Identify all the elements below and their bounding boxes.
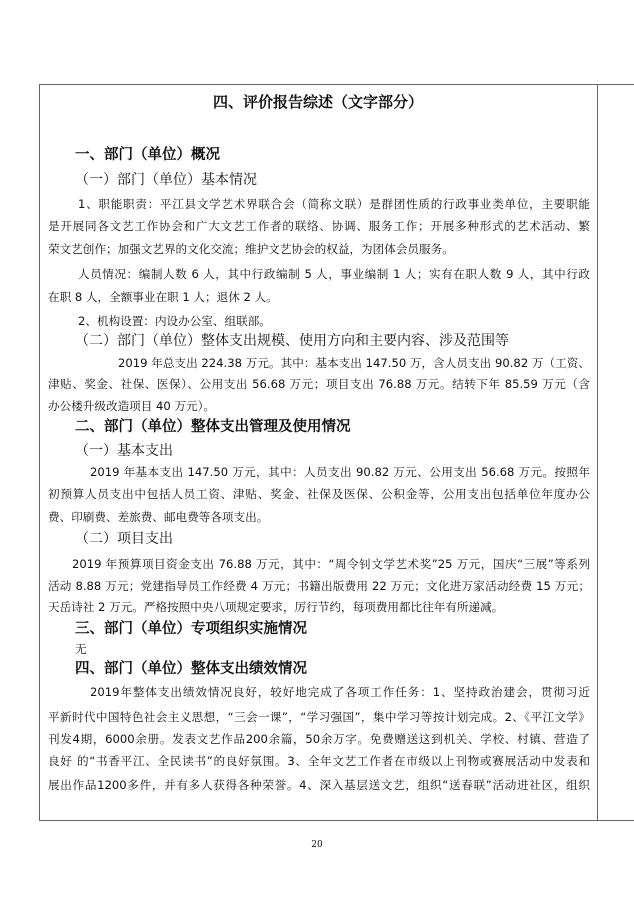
body-text-line: 初预算人员支出中包括人员工资、津贴、奖金、社保及医保、公积金等，公用支出包括单位年度办公 — [48, 487, 590, 501]
body-text-line: 良好 的“书香平江、全民读书”的良好氛围。3、全年文艺工作者在市级以上刊物或赛展活动中发表和 — [48, 754, 590, 768]
body-text-line: 2019 年总支出 224.38 万元。其中：基本支出 147.50 万，含人员支出 90.82 万（工资、 — [118, 356, 590, 370]
body-text-line: 津贴、奖金、社保、医保）、公用支出 56.68 万元；项目支出 76.88 万元。结转下年 85.59 万元（含 — [48, 377, 590, 391]
body-text-line: 刊发4期，6000余册。发表文艺作品200余篇，50余万字。免费赠送这到机关、学校、村镇、营造了 — [48, 732, 590, 746]
section-heading: 四、部门（单位）整体支出绩效情况 — [75, 661, 307, 677]
body-text-line: 人员情况：编制人数 6 人，其中行政编制 5 人，事业编制 1 人；实有在职人数 9 人，其中行政 — [78, 267, 590, 281]
body-text-line: 是开展同各文艺工作协会和广大文艺工作者的联络、协调、服务工作；开展多种形式的艺术活动、繁 — [48, 219, 590, 233]
body-text-line: 2019 年预算项目资金支出 76.88 万元，其中：“周令钊文学艺术奖”25 万元，国庆“三展”等系列 — [72, 557, 590, 571]
section-heading: 一、部门（单位）概况 — [75, 147, 220, 163]
subsection-heading: （一）部门（单位）基本情况 — [75, 172, 257, 188]
body-text-line: 展出作品1200多件，并有多人获得各种荣誉。4、深入基层送文艺，组织“送春联”活动进社区，组织 — [48, 778, 590, 792]
body-text-line: 2019 年基本支出 147.50 万元，其中：人员支出 90.82 万元、公用支出 56.68 万元。按照年 — [90, 465, 590, 479]
body-text-line: 费、印刷费、差旅费、邮电费等各项支出。 — [48, 510, 269, 524]
section-title: 四、评价报告综述（文字部分） — [212, 93, 423, 111]
body-text-line: 无 — [75, 642, 87, 656]
page-number: 20 — [311, 840, 323, 850]
subsection-heading: （一）基本支出 — [75, 443, 173, 459]
body-text-line: 办公楼升级改造项目 40 万元）。 — [48, 399, 216, 413]
body-text-line: 荣文艺创作；加强文艺界的文化交流；维护文艺协会的权益，为团体会员服务。 — [48, 242, 454, 256]
body-text-line: 2、机构设置：内设办公室、组联部。 — [78, 314, 271, 328]
body-text-line: 2019年整体支出绩效情况良好，较好地完成了各项工作任务：1、坚持政治建会，贯彻习近 — [90, 685, 590, 699]
body-text-line: 在职 8 人，全额事业在职 1 人；退休 2 人。 — [48, 290, 278, 304]
body-text-line: 平新时代中国特色社会主义思想，“三会一课”，“学习强国”，集中学习等按计划完成。2、《平江文学》 — [48, 710, 590, 724]
section-heading: 二、部门（单位）整体支出管理及使用情况 — [75, 419, 351, 435]
subsection-heading: （二）部门（单位）整体支出规模、使用方向和主要内容、涉及范围等 — [75, 333, 509, 349]
body-text-line: 活动 8.88 万元；党建指导员工作经费 4 万元；书籍出版费用 22 万元；文化进万家活动经费 15 万元； — [48, 579, 590, 593]
body-text-line: 天岳诗社 2 万元。严格按照中央八项规定要求，厉行节约，每项费用都比往年有所递减。 — [48, 600, 504, 614]
table-divider — [597, 84, 598, 821]
body-text-line: 1、职能职责：平江县文学艺术界联合会（简称文联）是群团性质的行政事业类单位，主要职能 — [78, 197, 590, 211]
subsection-heading: （二）项目支出 — [75, 531, 173, 547]
section-heading: 三、部门（单位）专项组织实施情况 — [75, 621, 307, 637]
